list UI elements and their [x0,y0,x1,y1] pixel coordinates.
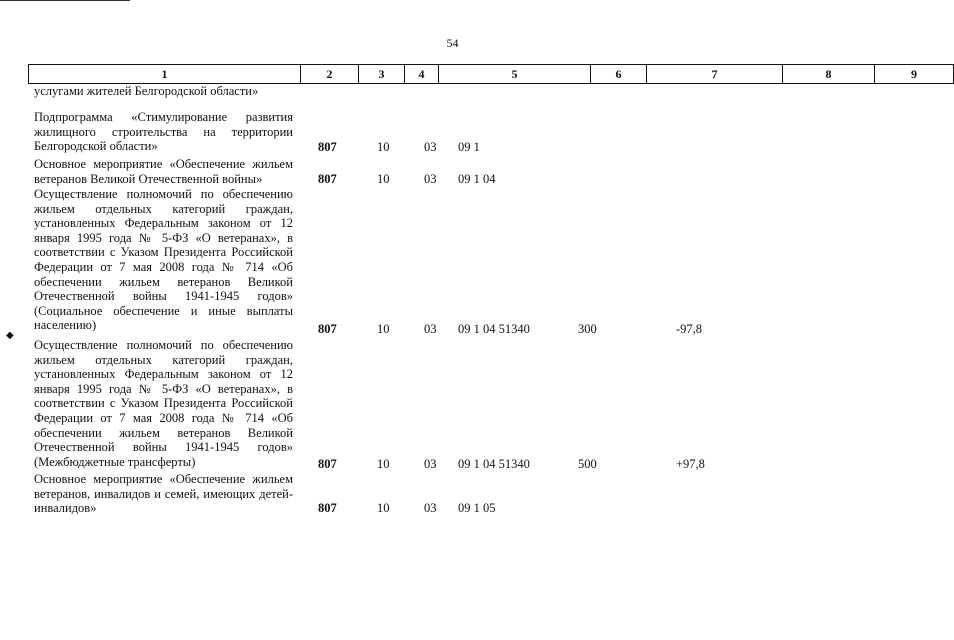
row-col4: 03 [424,140,437,154]
row-col3: 10 [377,501,390,515]
row-col3: 10 [377,172,390,186]
margin-mark: ◆ [6,330,14,341]
row-col2: 807 [318,457,337,471]
header-col-9: 9 [911,67,917,81]
row-col2: 807 [318,172,337,186]
row-description: Основное мероприятие «Обеспечение жильем ветеранов, инвалидов и семей, имеющих детей-инвалидов» [34,472,293,516]
row-description: Осуществление полномочий по обеспечению жильем отдельных категорий граждан, установленных Федеральным законом от 12 января 1995 года № 5-ФЗ «О ветеранах», в соответствии с Указом Президента Российской Федерации от 7 мая 2008 года № 714 «Об обеспечении жильем ветеранов Великой Отечественной войны 1941-1945 годов» (Социальное обеспечение и иные выплаты населению) [34,187,293,333]
header-col-1: 1 [29,65,301,83]
row-col5: 09 1 04 51340 [458,322,530,336]
table-header [28,64,954,84]
header-col-4: 4 [405,65,439,83]
row-col3: 10 [377,140,390,154]
header-col-3: 3 [359,65,405,83]
row-col6: 500 [578,457,597,471]
row-col7: +97,8 [676,457,705,471]
row-col4: 03 [424,457,437,471]
top-rule [0,0,130,1]
row-description: Подпрограмма «Стимулирование развития жилищного строительства на территории Белгородской области» [34,110,293,154]
header-col-2: 2 [301,65,359,83]
row-col5: 09 1 04 51340 [458,457,530,471]
header-col-6: 6 [591,65,647,83]
page-number: 54 [446,36,459,50]
row-col4: 03 [424,501,437,515]
header-col-7: 7 [647,65,783,83]
row-description: Основное мероприятие «Обеспечение жильем ветеранов Великой Отечественной войны» [34,157,293,186]
header-col-8: 8 [783,65,875,83]
row-col2: 807 [318,501,337,515]
continuation-text: услугами жителей Белгородской области» [34,84,259,98]
row-col3: 10 [377,457,390,471]
row-col7: -97,8 [676,322,703,336]
row-col5: 09 1 [458,140,480,154]
row-col5: 09 1 04 [458,172,496,186]
row-col4: 03 [424,322,437,336]
row-col4: 03 [424,172,437,186]
row-col6: 300 [578,322,597,336]
header-col-5: 5 [439,65,591,83]
row-col2: 807 [318,322,337,336]
row-col3: 10 [377,322,390,336]
row-col5: 09 1 05 [458,501,496,515]
row-col2: 807 [318,140,337,154]
row-description: Осуществление полномочий по обеспечению жильем отдельных категорий граждан, установленных Федеральным законом от 12 января 1995 года № 5-ФЗ «О ветеранах», в соответствии с Указом Президента Российской Федерации от 7 мая 2008 года № 714 «Об обеспечении жильем ветеранов Великой Отечественной войны 1941-1945 годов» (Межбюджетные трансферты) [34,338,293,469]
